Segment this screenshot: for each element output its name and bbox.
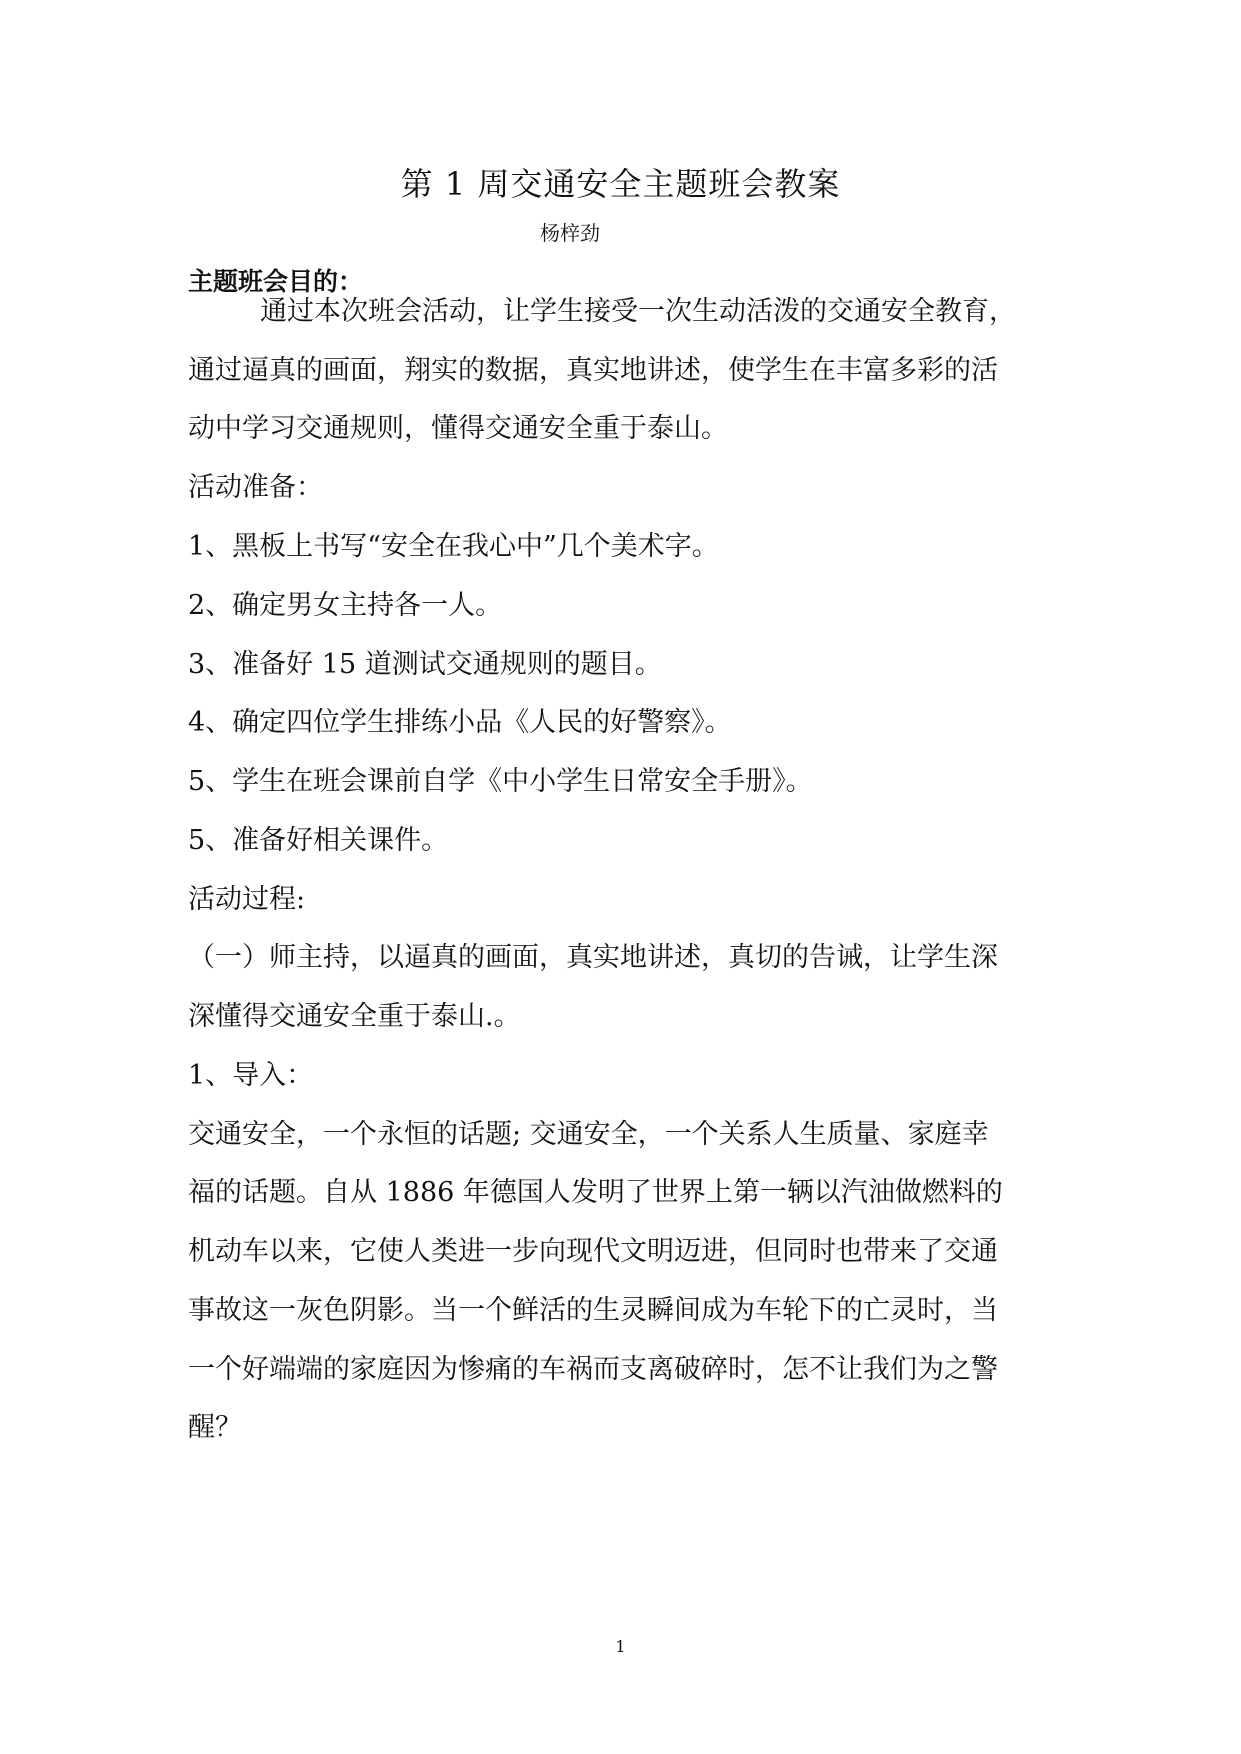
body-line: 动中学习交通规则，懂得交通安全重于泰山。: [188, 413, 728, 444]
list-item: 2、确定男女主持各一人。: [188, 590, 503, 621]
section-heading-purpose: 主题班会目的：: [188, 267, 364, 296]
body-line: 通过逼真的画面，翔实的数据，真实地讲述，使学生在丰富多彩的活: [188, 355, 998, 386]
section-label-preparation: 活动准备：: [188, 472, 323, 503]
body-line: 醒？: [188, 1412, 242, 1443]
author-name: 杨梓劲: [540, 221, 600, 245]
body-line: 福的话题。自从 1886 年德国人发明了世界上第一辆以汽油做燃料的: [188, 1177, 1003, 1208]
list-item: 4、确定四位学生排练小品《人民的好警察》。: [188, 707, 732, 738]
body-line: （一）师主持，以逼真的画面，真实地讲述，真切的告诫，让学生深: [188, 942, 998, 973]
body-line: 一个好端端的家庭因为惨痛的车祸而支离破碎时，怎不让我们为之警: [188, 1354, 998, 1385]
list-item: 5、学生在班会课前自学《中小学生日常安全手册》。: [188, 766, 813, 797]
body-line: 机动车以来，它使人类进一步向现代文明迈进，但同时也带来了交通: [188, 1236, 998, 1267]
subsection-label-intro: 1、导入：: [188, 1060, 314, 1091]
body-line: 深懂得交通安全重于泰山.。: [188, 1001, 521, 1032]
section-label-process: 活动过程:: [188, 884, 306, 915]
body-line: 事故这一灰色阴影。当一个鲜活的生灵瞬间成为车轮下的亡灵时，当: [188, 1295, 998, 1326]
list-item: 3、准备好 15 道测试交通规则的题目。: [188, 649, 662, 680]
list-item: 1、黑板上书写“安全在我心中”几个美术字。: [188, 531, 719, 562]
page-number: 1: [615, 1637, 626, 1656]
document-title: 第 1 周交通安全主题班会教案: [400, 165, 841, 203]
list-item: 5、准备好相关课件。: [188, 825, 449, 856]
body-line: 交通安全，一个永恒的话题; 交通安全，一个关系人生质量、家庭幸: [188, 1119, 989, 1150]
body-line: 通过本次班会活动，让学生接受一次生动活泼的交通安全教育，: [260, 296, 1016, 327]
